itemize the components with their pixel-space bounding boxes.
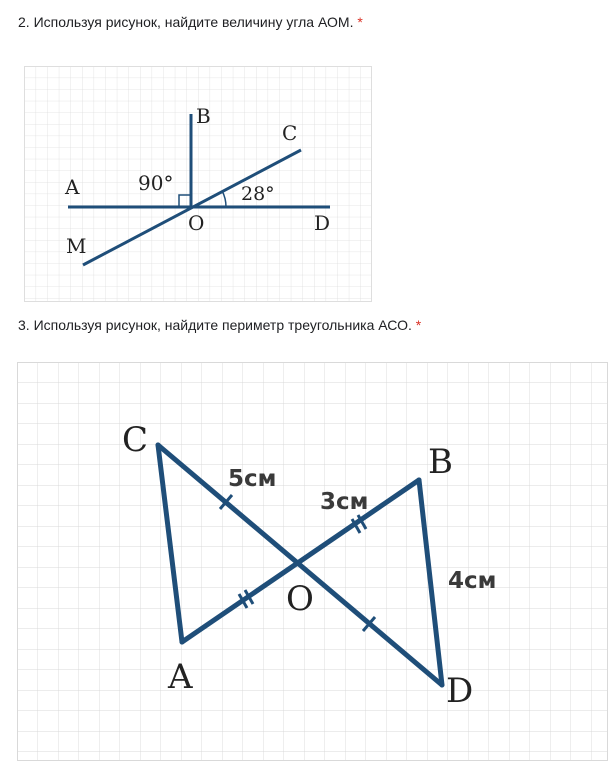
label-90-degrees: 90°: [138, 171, 174, 195]
label-M: M: [66, 234, 87, 258]
label-CO-length: 5см: [228, 466, 277, 492]
question-3-text: [18, 316, 421, 334]
required-mark: *: [415, 317, 422, 333]
label-OB-length: 3см: [320, 489, 369, 515]
label-BD-length: 4см: [448, 568, 497, 594]
label-28-degrees: 28°: [241, 183, 275, 205]
label-B: B: [196, 104, 211, 128]
question-2-text: [18, 13, 363, 31]
grid-background: [17, 362, 608, 761]
label-C: C: [282, 121, 298, 145]
label-O: O: [188, 211, 205, 235]
label-A: A: [65, 175, 80, 199]
label-A: A: [168, 657, 193, 697]
label-O: O: [286, 579, 314, 619]
label-C: C: [122, 420, 149, 460]
label-B: B: [428, 442, 453, 482]
triangle-figure: [17, 362, 608, 761]
label-D: D: [314, 211, 331, 235]
angle-figure: [24, 66, 372, 302]
label-D: D: [446, 671, 474, 711]
question-2-label: 2. Используя рисунок, найдите величину угла АОМ.: [18, 14, 354, 30]
required-mark: *: [357, 14, 363, 30]
question-3-label: 3. Используя рисунок, найдите периметр треугольника АСО.: [18, 317, 412, 333]
